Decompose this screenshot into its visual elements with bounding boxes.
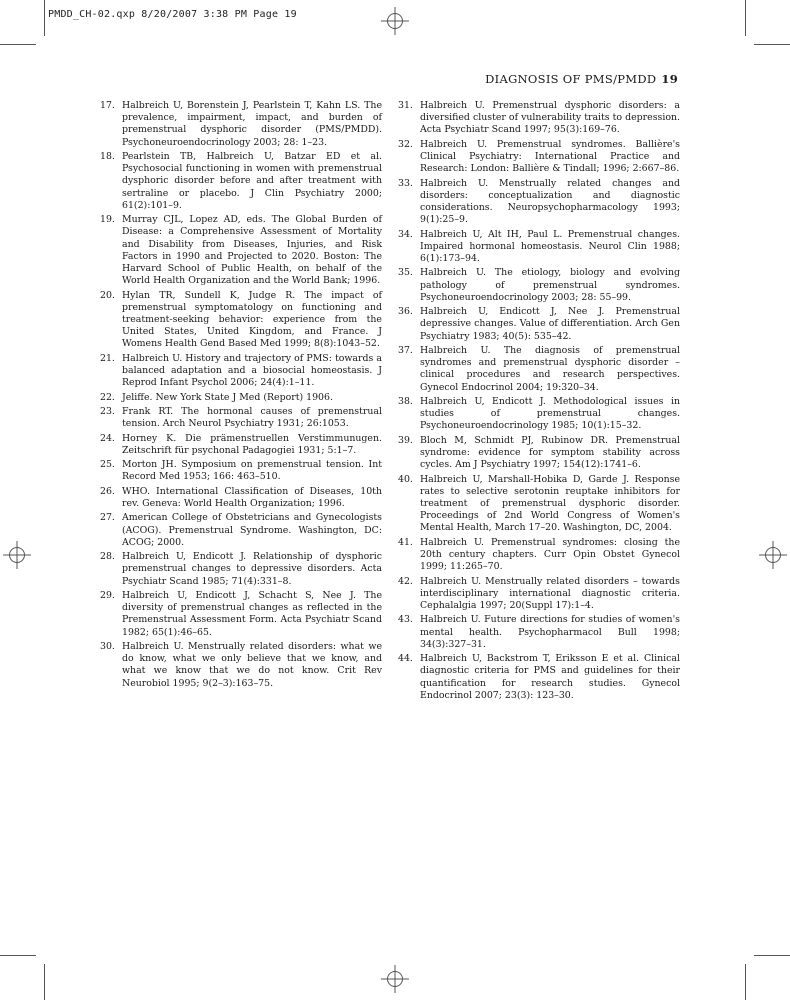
reference-number: 17. bbox=[100, 100, 115, 111]
reference-number: 31. bbox=[398, 100, 413, 111]
reference-number: 21. bbox=[100, 352, 115, 364]
reference-item bbox=[100, 214, 382, 287]
running-head-title: DIAGNOSIS OF PMS/PMDD bbox=[485, 72, 657, 86]
reference-number: 36. bbox=[398, 306, 413, 318]
reference-item bbox=[398, 396, 680, 433]
reference-text: Halbreich U. The etiology, biology and evolving pathology of premenstrual syndromes. Psychoneuroendocrinology 2003; 28: 55–99. bbox=[420, 267, 680, 303]
reference-text: Halbreich U, Endicott J. Methodological issues in studies of premenstrual changes. Psychoneuroendocrinology 1985; 10(1):15–32. bbox=[420, 395, 680, 432]
reference-text: Halbreich U, Endicott J. Relationship of dysphoric premenstrual changes to depressive disorders. Acta Psychiatr Scand 1985; 71(4):331–8. bbox=[122, 551, 382, 587]
reference-text: Bloch M, Schmidt PJ, Rubinow DR. Premenstrual syndrome: evidence for symptom stability across cycles. Am J Psychiatry 1997; 154(12):1741–6. bbox=[420, 434, 680, 471]
reference-text: Halbreich U. Menstrually related changes and disorders: conceptualization and diagnostic considerations. Neuropsychopharmacology 1993; 9(1):25–9. bbox=[420, 177, 680, 226]
reference-list bbox=[398, 100, 680, 702]
reference-item bbox=[100, 512, 382, 549]
registration-mark-icon bbox=[759, 541, 787, 569]
reference-text: Horney K. Die prämenstruellen Verstimmunugen. Zeitschrift für psychonal Padagogiei 1931; 5:1–7. bbox=[122, 432, 382, 456]
reference-text: WHO. International Classification of Diseases, 10th rev. Geneva: World Health Organization; 1996. bbox=[122, 485, 382, 509]
reference-text: Halbreich U, Alt IH, Paul L. Premenstrual changes. Impaired hormonal homeostasis. Neurol Clin 1988; 6(1):173–94. bbox=[420, 228, 680, 264]
reference-item bbox=[100, 100, 382, 149]
reference-number: 25. bbox=[100, 459, 115, 471]
reference-text: Halbreich U, Endicott J, Nee J. Premenstrual depressive changes. Value of differentiation. Arch Gen Psychiatry 1983; 40(5): 535–42. bbox=[420, 306, 680, 342]
reference-number: 44. bbox=[398, 653, 413, 665]
reference-text: Frank RT. The hormonal causes of premenstrual tension. Arch Neurol Psychiatry 1931; 26:1053. bbox=[122, 406, 382, 430]
reference-list bbox=[100, 100, 382, 690]
crop-mark bbox=[44, 964, 45, 1000]
reference-item bbox=[398, 100, 680, 137]
reference-text: American College of Obstetricians and Gynecologists (ACOG). Premenstrual Syndrome. Washington, DC: ACOG; 2000. bbox=[122, 512, 382, 548]
crop-mark bbox=[0, 44, 36, 45]
reference-number: 32. bbox=[398, 138, 413, 150]
reference-text: Halbreich U. Menstrually related disorders – towards interdisciplinary international diagnostic criteria. Cephalalgia 1997; 20(Suppl 17):1–4. bbox=[420, 575, 680, 611]
reference-number: 40. bbox=[398, 473, 413, 485]
reference-item bbox=[100, 551, 382, 588]
reference-text: Halbreich U, Borenstein J, Pearlstein T, Kahn LS. The prevalence, impairment, impact, and burden of premenstrual dysphoric disorder (PMS/PMDD). Psychoneuroendocrinology 2003; 28: 1–23. bbox=[122, 100, 382, 148]
reference-text: Halbreich U. Premenstrual syndromes. Ballière's Clinical Psychiatry: International Practice and Research: London: Ballière & Tindall; 1996; 2:667–86. bbox=[420, 138, 680, 175]
reference-number: 23. bbox=[100, 406, 115, 417]
crop-mark bbox=[754, 955, 790, 956]
registration-mark-icon bbox=[3, 541, 31, 569]
crop-mark bbox=[0, 955, 36, 956]
crop-mark bbox=[745, 964, 746, 1000]
reference-number: 30. bbox=[100, 640, 115, 652]
reference-text: Halbreich U, Marshall-Hobika D, Garde J. Response rates to selective serotonin reuptake inhibitors for treatment of premenstrual dysphoric disorder. Proceedings of 2nd World Congress of Women's Mental Health, March 17–20. Washington, DC, 2004. bbox=[420, 473, 680, 534]
reference-item bbox=[398, 306, 680, 343]
reference-text: Halbreich U. Menstrually related disorders: what we do know, what we only believe that we know, and what we know that we do not know. Crit Rev Neurobiol 1995; 9(2–3):163–75. bbox=[122, 640, 382, 689]
reference-item bbox=[100, 353, 382, 390]
reference-number: 24. bbox=[100, 432, 115, 444]
reference-item bbox=[100, 486, 382, 510]
reference-text: Hylan TR, Sundell K, Judge R. The impact of premenstrual symptomatology on functioning and treatment-seeking behavior: experience from the United States, United Kingdom, and France. J Womens Health Gend Based Med 1999; 8(8):1043–52. bbox=[122, 289, 382, 350]
reference-number: 41. bbox=[398, 536, 413, 548]
reference-item bbox=[100, 641, 382, 690]
printer-slug: PMDD_CH-02.qxp 8/20/2007 3:38 PM Page 19 bbox=[48, 9, 297, 20]
page-number: 19 bbox=[661, 72, 678, 86]
reference-number: 42. bbox=[398, 575, 413, 587]
reference-item bbox=[398, 576, 680, 613]
reference-item bbox=[100, 590, 382, 639]
reference-number: 20. bbox=[100, 289, 115, 301]
reference-number: 27. bbox=[100, 512, 115, 524]
reference-number: 33. bbox=[398, 177, 413, 189]
reference-item bbox=[398, 178, 680, 227]
reference-text: Morton JH. Symposium on premenstrual tension. Int Record Med 1953; 166: 463–510. bbox=[122, 459, 382, 483]
crop-mark bbox=[745, 0, 746, 36]
reference-text: Murray CJL, Lopez AD, eds. The Global Burden of Disease: a Comprehensive Assessment of Mortality and Disability from Diseases, Injuries, and Risk Factors in 1990 and Projected to 2020. Boston: The Harvard School of Public Health, on behalf of the World Health Organization and the World Bank; 1996. bbox=[122, 214, 382, 287]
reference-number: 34. bbox=[398, 228, 413, 240]
reference-text: Halbreich U. Future directions for studies of women's mental health. Psychopharmacol Bull 1998; 34(3):327–31. bbox=[420, 614, 680, 650]
reference-text: Halbreich U. Premenstrual syndromes: closing the 20th century chapters. Curr Opin Obstet Gynecol 1999; 11:265–70. bbox=[420, 536, 680, 573]
reference-number: 43. bbox=[398, 614, 413, 626]
registration-mark-icon bbox=[381, 7, 409, 35]
references-right-column bbox=[398, 100, 680, 704]
reference-number: 18. bbox=[100, 151, 115, 162]
reference-item bbox=[398, 267, 680, 304]
reference-number: 39. bbox=[398, 434, 413, 446]
reference-number: 37. bbox=[398, 344, 413, 356]
reference-number: 38. bbox=[398, 395, 413, 407]
reference-text: Halbreich U, Endicott J, Schacht S, Nee J. The diversity of premenstrual changes as reflected in the Premenstrual Assessment Form. Acta Psychiatr Scand 1982; 65(1):46–65. bbox=[122, 589, 382, 638]
reference-item bbox=[100, 406, 382, 430]
reference-text: Jeliffe. New York State J Med (Report) 1906. bbox=[122, 391, 333, 403]
reference-number: 22. bbox=[100, 391, 115, 403]
reference-item bbox=[100, 433, 382, 457]
reference-item bbox=[398, 345, 680, 394]
registration-mark-icon bbox=[381, 965, 409, 993]
reference-text: Halbreich U, Backstrom T, Eriksson E et al. Clinical diagnostic criteria for PMS and guidelines for their quantification for research studies. Gynecol Endocrinol 2007; 23(3): 123–30. bbox=[420, 653, 680, 701]
reference-item bbox=[100, 459, 382, 483]
reference-item bbox=[398, 435, 680, 472]
reference-text: Halbreich U. Premenstrual dysphoric disorders: a diversified cluster of vulnerability traits to depression. Acta Psychiatr Scand 1997; 95(3):169–76. bbox=[420, 100, 680, 136]
reference-item bbox=[398, 537, 680, 574]
reference-item bbox=[398, 229, 680, 266]
reference-text: Halbreich U. History and trajectory of PMS: towards a balanced adaptation and a biosocial homeostasis. J Reprod Infant Psychol 2006; 24(4):1–11. bbox=[122, 352, 382, 389]
references-left-column bbox=[100, 100, 382, 692]
reference-number: 26. bbox=[100, 485, 115, 497]
crop-mark bbox=[44, 0, 45, 36]
reference-text: Halbreich U. The diagnosis of premenstrual syndromes and premenstrual dysphoric disorder – clinical procedures and research perspectives. Gynecol Endocrinol 2004; 19:320–34. bbox=[420, 344, 680, 393]
reference-item bbox=[100, 392, 382, 404]
reference-number: 29. bbox=[100, 589, 115, 601]
reference-item bbox=[398, 139, 680, 176]
reference-item bbox=[100, 290, 382, 351]
reference-item bbox=[398, 653, 680, 702]
reference-number: 19. bbox=[100, 214, 115, 226]
reference-item bbox=[398, 614, 680, 651]
reference-number: 28. bbox=[100, 551, 115, 563]
reference-number: 35. bbox=[398, 267, 413, 279]
reference-item bbox=[100, 151, 382, 212]
running-head bbox=[485, 72, 678, 86]
reference-item bbox=[398, 474, 680, 535]
reference-text: Pearlstein TB, Halbreich U, Batzar ED et al. Psychosocial functioning in women with premenstrual dysphoric disorder before and after treatment with sertraline or placebo. J Clin Psychiatry 2000; 61(2):101–9. bbox=[122, 151, 382, 211]
crop-mark bbox=[754, 44, 790, 45]
